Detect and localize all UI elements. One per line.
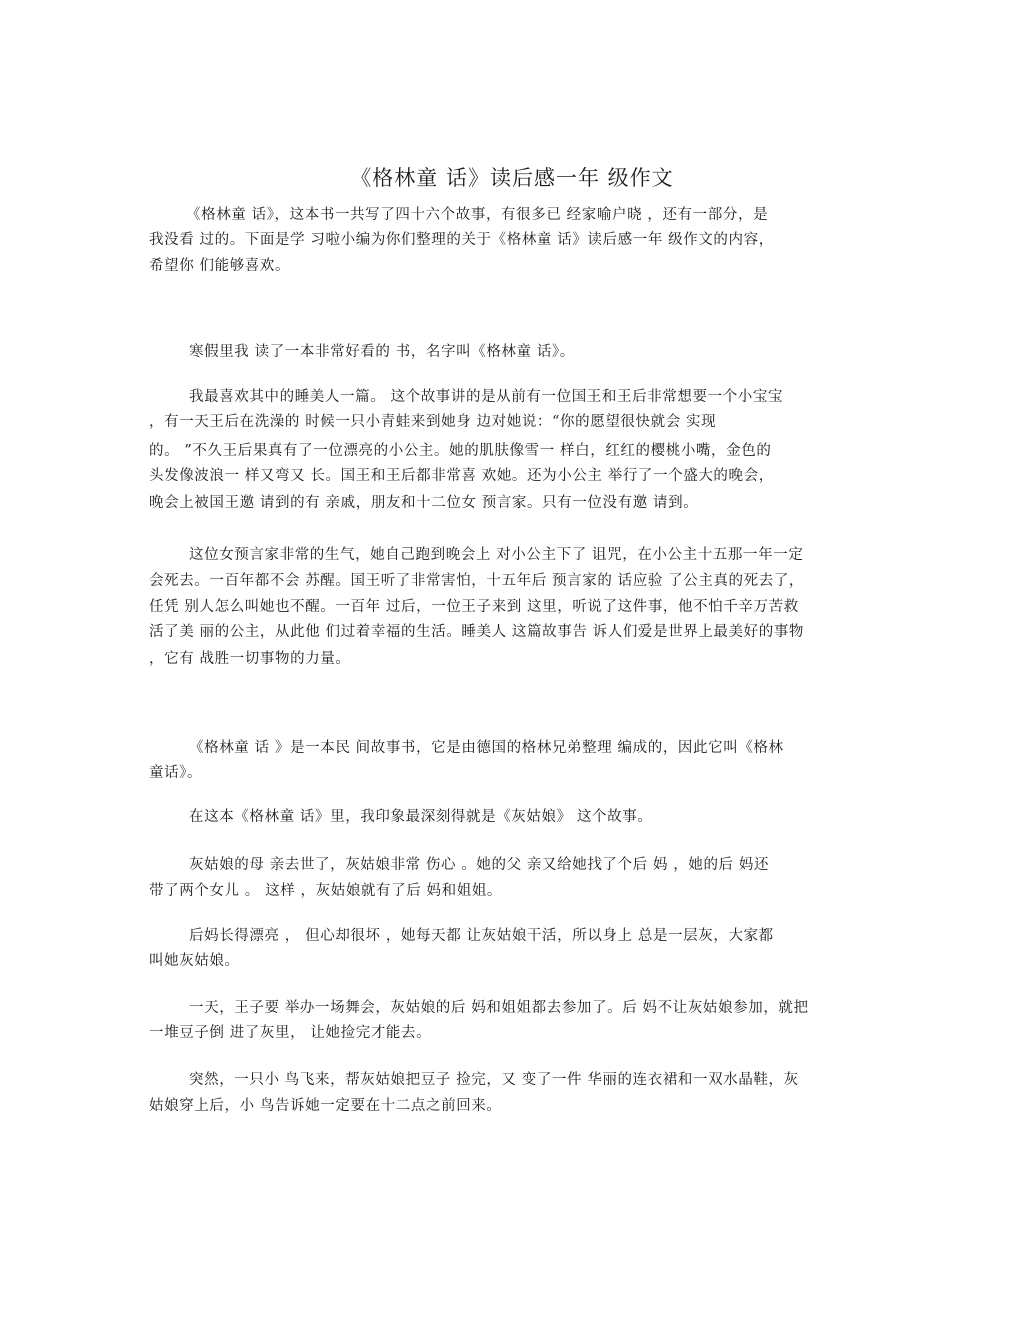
text-line: 寒假里我 读了一本非常好看的 书，名字叫《格林童 话》。 — [189, 344, 575, 360]
text-line: ，它有 战胜一切事物的力量。 — [149, 651, 351, 667]
text-line: 《格林童 话 》是一本民 间故事书，它是由德国的格林兄弟整理 编成的，因此它叫《格林 — [189, 740, 784, 756]
text-line: 我最喜欢其中的睡美人一篇。 这个故事讲的是从前有一位国王和王后非常想要一个小宝宝 — [189, 389, 784, 405]
text-line: ，有一天王后在洗澡的 时候一只小青蛙来到她身 边对她说：“你的愿望很快就会 实现 — [149, 414, 717, 430]
text-line: 带了两个女儿 。 这样 ，灰姑娘就有了后 妈和姐姐。 — [149, 883, 503, 899]
text-line: 突然，一只小 鸟飞来，帮灰姑娘把豆子 捡完，又 变了一件 华丽的连衣裙和一双水晶鞋，灰 — [189, 1072, 799, 1088]
text-line: 我没看 过的。下面是学 习啦小编为你们整理的关于《格林童 话》读后感一年 级作文的内容， — [149, 232, 774, 248]
text-line: 叫她灰姑娘。 — [149, 953, 240, 969]
text-line: 晚会上被国王邀 请到的有 亲戚，朋友和十二位女 预言家。只有一位没有邀 请到。 — [149, 495, 699, 511]
text-line: 头发像波浪一 样又弯又 长。国王和王后都非常喜 欢她。还为小公主 举行了一个盛大的晚会， — [149, 468, 774, 484]
text-line: 姑娘穿上后，小 鸟告诉她一定要在十二点之前回来。 — [149, 1098, 502, 1114]
text-line: 灰姑娘的母 亲去世了，灰姑娘非常 伤心 。她的父 亲又给她找了个后 妈 ，她的后 妈还 — [189, 857, 770, 873]
text-line: 任凭 别人怎么叫她也不醒。一百年 过后，一位王子来到 这里，听说了这件事，他不怕千辛万苦救 — [149, 599, 799, 615]
text-line: 童话》。 — [149, 765, 203, 781]
text-line: 一天，王子要 举办一场舞会，灰姑娘的后 妈和姐姐都去参加了。后 妈不让灰姑娘参加，就把 — [189, 1000, 809, 1016]
text-line: 一堆豆子倒 进了灰里， 让她捡完才能去。 — [149, 1025, 432, 1041]
text-line: 的。 ”不久王后果真有了一位漂亮的小公主。她的肌肤像雪一 样白，红红的樱桃小嘴，金色的 — [149, 443, 772, 459]
text-line: 会死去。一百年都不会 苏醒。国王听了非常害怕，十五年后 预言家的 话应验 了公主真的死去了， — [149, 573, 805, 589]
text-line: 这位女预言家非常的生气，她自己跑到晚会上 对小公主下了 诅咒，在小公主十五那一年一定 — [189, 547, 804, 563]
text-line: 希望你 们能够喜欢。 — [149, 258, 291, 274]
document-title: 《格林童 话》读后感一年 级作文 — [350, 166, 674, 190]
text-line: 活了美 丽的公主，从此他 们过着幸福的生活。睡美人 这篇故事告 诉人们爱是世界上最美好的事物 — [149, 624, 805, 640]
text-line: 《格林童 话》，这本书一共写了四十六个故事，有很多已 经家喻户晓 ，还有一部分，是 — [186, 207, 769, 223]
text-line: 后妈长得漂亮 ， 但心却很坏 ，她每天都 让灰姑娘干活，所以身上 总是一层灰，大家都 — [189, 928, 774, 944]
text-line: 在这本《格林童 话》里，我印象最深刻得就是《灰姑娘》 这个故事。 — [189, 809, 653, 825]
